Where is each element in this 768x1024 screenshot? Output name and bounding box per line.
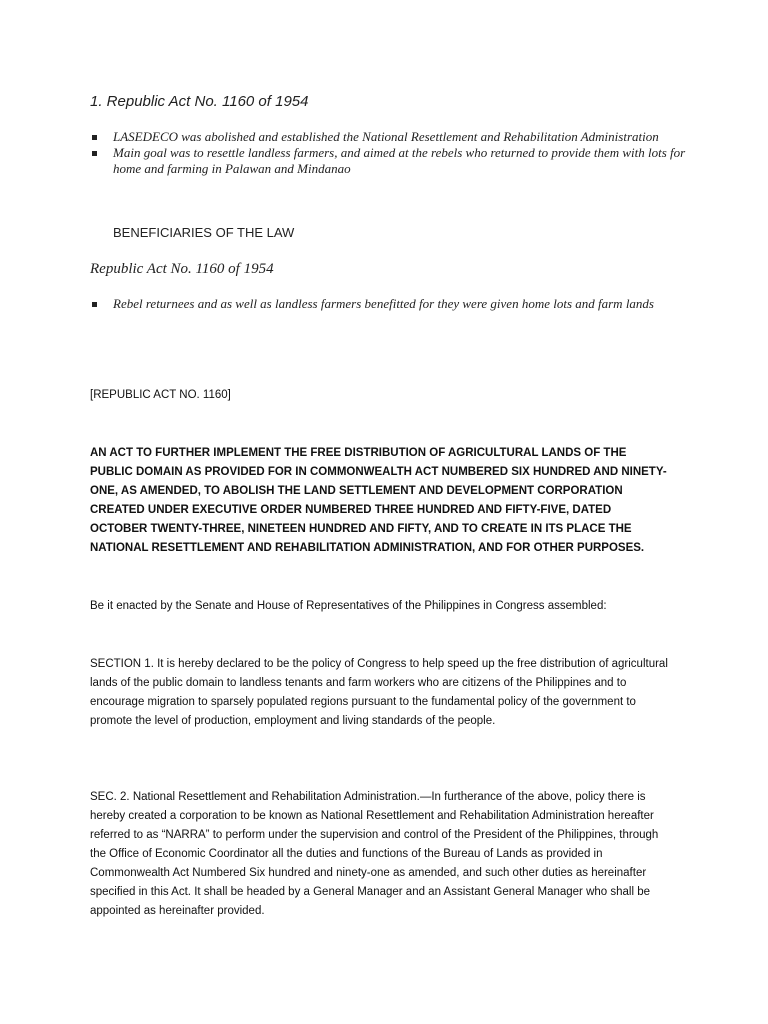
list-item xyxy=(90,129,690,145)
bullet-text: Rebel returnees and as well as landless farmers benefitted for they were given home lots and farm lands xyxy=(113,296,654,311)
list-item xyxy=(90,296,690,312)
section-1-paragraph: SECTION 1. It is hereby declared to be the policy of Congress to help speed up the free distribution of agricultural lands of the public domain to landless tenants and farm workers who are citizens of the Philippines and to encourage migration to sparsely populated regions pursuant to the fundamental policy of the government to promote the level of production, employment and living standards of the people. xyxy=(90,658,668,727)
list-item xyxy=(90,145,690,177)
bullet-text: Main goal was to resettle landless farmers, and aimed at the rebels who returned to provide them with lots for home and farming in Palawan and Mindanao xyxy=(113,145,686,176)
enactment-clause: Be it enacted by the Senate and House of Representatives of the Philippines in Congress assembled: xyxy=(90,600,607,612)
square-bullet-icon xyxy=(92,151,97,156)
section-2-paragraph: SEC. 2. National Resettlement and Rehabilitation Administration.—In furtherance of the above, policy there is hereby created a corporation to be known as National Resettlement and Rehabilitation Administration hereafter referred to as “NARRA” to perform under the supervision and control of the President of the Philippines, through the Office of Economic Coordinator all the duties and functions of the Bureau of Lands as provided in Commonwealth Act Numbered Six hundred and ninety-one as amended, and such other duties as hereinafter specified in this Act. It shall be headed by a General Manager and an Assistant General Manager who shall be appointed as hereinafter provided. xyxy=(90,791,659,917)
bullet-list-beneficiaries xyxy=(90,296,690,312)
square-bullet-icon xyxy=(92,135,97,140)
act-number: [REPUBLIC ACT NO. 1160] xyxy=(90,389,231,401)
beneficiaries-heading: BENEFICIARIES OF THE LAW xyxy=(113,225,295,240)
act-title: AN ACT TO FURTHER IMPLEMENT THE FREE DISTRIBUTION OF AGRICULTURAL LANDS OF THE PUBLIC DOMAIN AS PROVIDED FOR IN COMMONWEALTH ACT NUMBERED SIX HUNDRED AND NINETY-ONE, AS AMENDED, TO ABOLISH THE LAND SETTLEMENT AND DEVELOPMENT CORPORATION CREATED UNDER EXECUTIVE ORDER NUMBERED THREE HUNDRED AND FIFTY-FIVE, DATED OCTOBER TWENTY-THREE, NINETEEN HUNDRED AND FIFTY, AND TO CREATE IN ITS PLACE THE NATIONAL RESETTLEMENT AND REHABILITATION ADMINISTRATION, AND FOR OTHER PURPOSES. xyxy=(90,447,667,554)
square-bullet-icon xyxy=(92,302,97,307)
beneficiaries-subheading: Republic Act No. 1160 of 1954 xyxy=(90,261,274,277)
section-heading-republic-act: 1. Republic Act No. 1160 of 1954 xyxy=(90,93,309,110)
bullet-text: LASEDECO was abolished and established the National Resettlement and Rehabilitation Administration xyxy=(113,129,659,144)
bullet-list-overview xyxy=(90,129,690,177)
